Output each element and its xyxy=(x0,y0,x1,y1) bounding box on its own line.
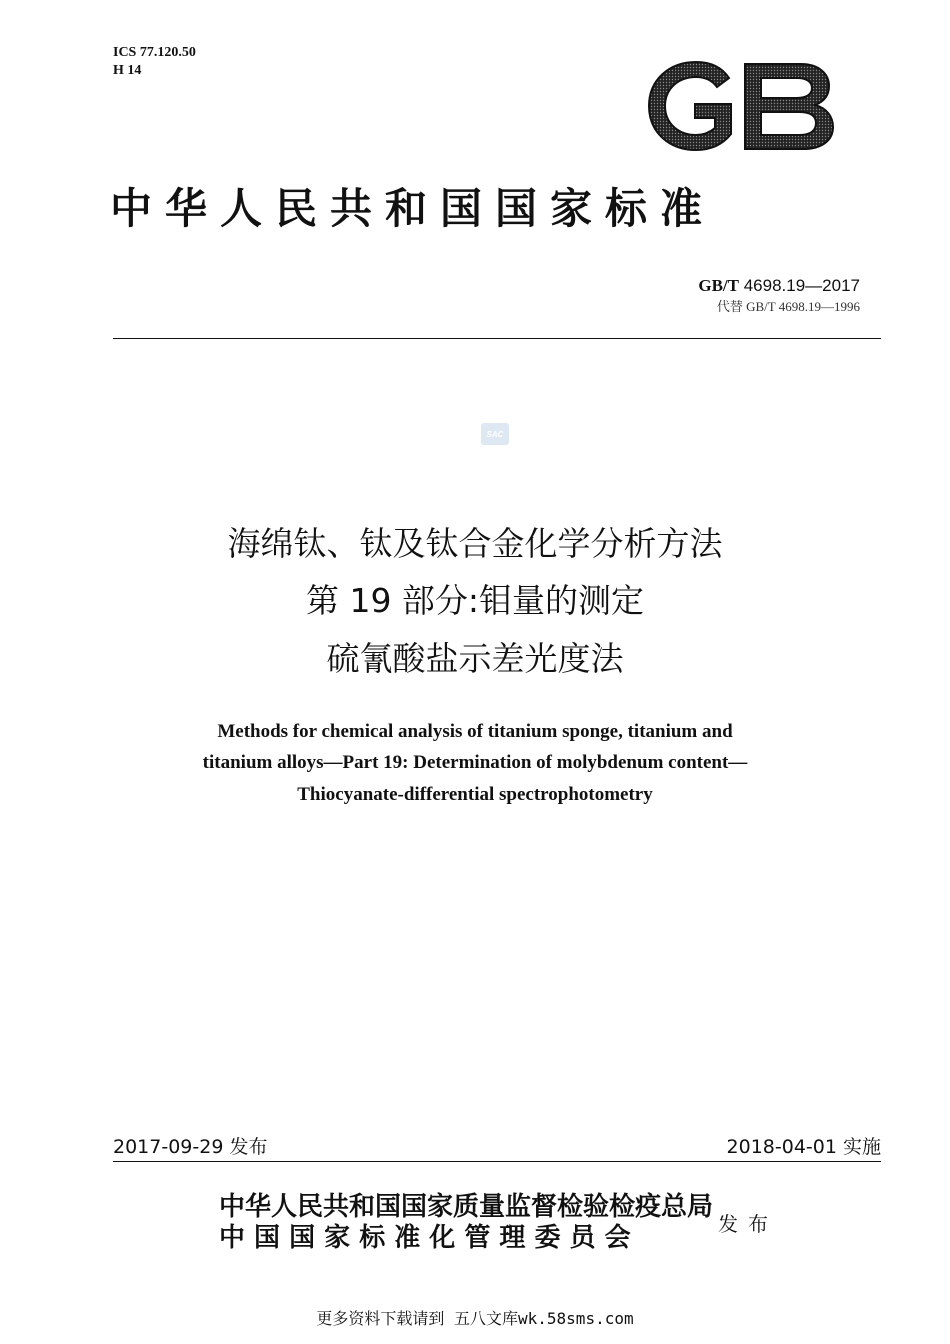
ics-code-block xyxy=(113,44,196,80)
gb-logo xyxy=(641,60,835,152)
standard-number xyxy=(698,276,860,296)
sac-logo xyxy=(481,423,509,445)
title-cn-line-3: 硫氰酸盐示差光度法 xyxy=(326,639,624,678)
title-en-line-1: Methods for chemical analysis of titanium sponge, titanium and xyxy=(217,721,733,742)
bottom-divider xyxy=(113,1161,881,1162)
title-en-line-2: titanium alloys—Part 19: Determination of molybdenum content— xyxy=(202,752,748,773)
ics-code: ICS 77.120.50 xyxy=(113,45,196,60)
title-en-line-3: Thiocyanate-differential spectrophotometry xyxy=(297,784,653,805)
download-footer-text: 更多资料下载请到 五八文库wk.58sms.com xyxy=(316,1309,634,1328)
issuer-line-2: 中 国 国 家 标 准 化 管 理 委 员 会 xyxy=(219,1223,631,1253)
sac-logo-text: SAC xyxy=(486,430,504,439)
title-cn-line-2: 第 19 部分:钼量的测定 xyxy=(305,581,645,620)
title-cn-line-1: 海绵钛、钛及钛合金化学分析方法 xyxy=(227,524,723,563)
issuer-line-1: 中华人民共和国国家质量监督检验检疫总局 xyxy=(219,1192,714,1222)
standard-number-value: 4698.19—2017 xyxy=(743,276,860,295)
issue-date: 2017-09-29 发布 xyxy=(113,1136,268,1158)
standard-number-prefix: GB/T xyxy=(698,276,739,295)
replaces-standard: 代替 GB/T 4698.19—1996 xyxy=(716,299,860,314)
publish-label: 发布 xyxy=(718,1212,778,1236)
implementation-date: 2018-04-01 实施 xyxy=(726,1136,881,1158)
category-code: H 14 xyxy=(113,63,142,78)
national-standard-title: 中华人民共和国国家标准 xyxy=(110,184,716,233)
top-divider xyxy=(113,338,881,339)
